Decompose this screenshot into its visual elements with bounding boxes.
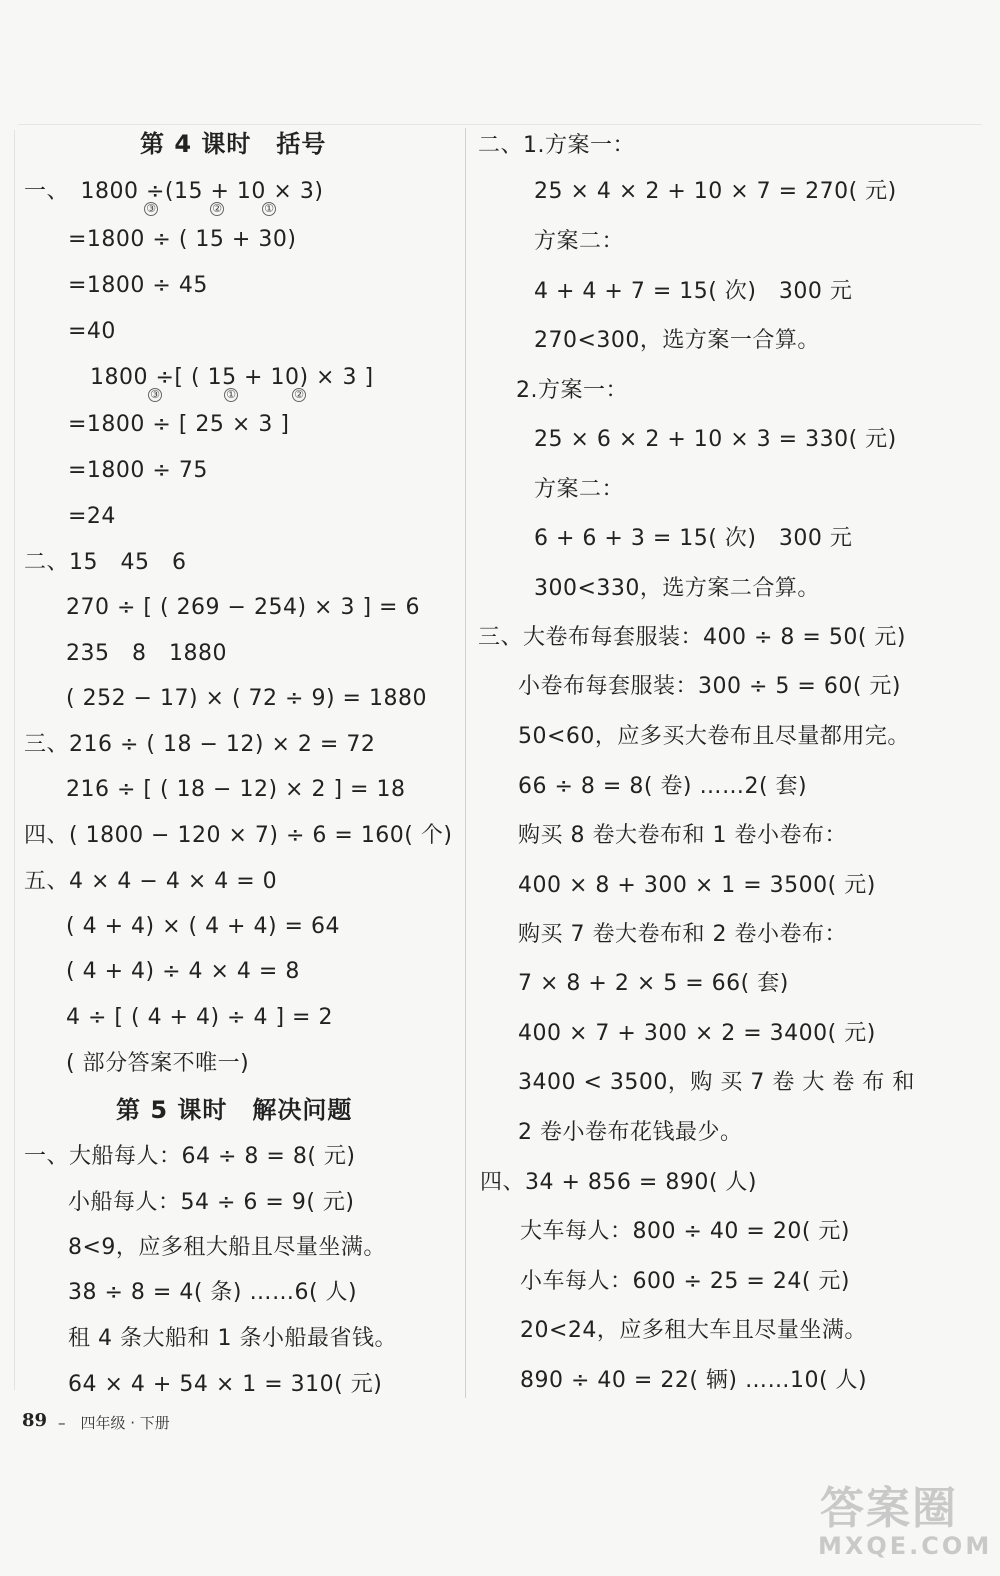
p1-expression: 一、 1800 ÷(15 + 10 × 3): [24, 179, 324, 204]
p1-step: =1800 ÷ 45: [68, 273, 208, 298]
order-mark: ①: [262, 202, 276, 216]
order-mark: ②: [292, 388, 306, 402]
p5-line: ( 4 + 4) ÷ 4 × 4 = 8: [66, 959, 300, 984]
r-line: 4 + 4 + 7 = 15( 次) 300 元: [534, 279, 853, 304]
q1-line: 38 ÷ 8 = 4( 条) ……6( 人): [68, 1280, 358, 1305]
r-line: 300<330，选方案二合算。: [534, 576, 820, 601]
watermark-logo: 答案圈: [820, 1483, 958, 1534]
r-line: 3400 < 3500，购 买 7 卷 大 卷 布 和: [518, 1070, 915, 1095]
grade-label: – 四年级 · 下册: [58, 1414, 170, 1432]
column-divider: [465, 128, 466, 1398]
p5-line: ( 4 + 4) × ( 4 + 4) = 64: [66, 914, 340, 939]
r-line: 270<300，选方案一合算。: [534, 328, 820, 353]
p2-head: 二、15 45 6: [24, 550, 187, 575]
r-line: 2 卷小卷布花钱最少。: [518, 1120, 743, 1145]
r-line: 20<24，应多租大车且尽量坐满。: [520, 1318, 867, 1343]
r-line: 四、34 + 856 = 890( 人): [480, 1170, 757, 1195]
p1-step: =24: [68, 504, 116, 529]
r-line: 购买 8 卷大卷布和 1 卷小卷布：: [518, 823, 847, 848]
r-line: 小卷布每套服装：300 ÷ 5 = 60( 元): [518, 674, 901, 699]
r-line: 25 × 6 × 2 + 10 × 3 = 330( 元): [534, 427, 897, 452]
p1-step: =1800 ÷ [ 25 × 3 ]: [68, 412, 290, 437]
r-line: 方案二：: [534, 477, 625, 502]
r-line: 2.方案一：: [516, 378, 628, 403]
r-line: 7 × 8 + 2 × 5 = 66( 套): [518, 971, 789, 996]
p2-line: 270 ÷ [ ( 269 − 254) × 3 ] = 6: [66, 595, 420, 620]
p5-line: 4 ÷ [ ( 4 + 4) ÷ 4 ] = 2: [66, 1005, 333, 1030]
order-mark: ③: [148, 388, 162, 402]
p1-step: =1800 ÷ ( 15 + 30): [68, 227, 297, 252]
lesson5-title: 第 5 课时 解决问题: [116, 1096, 353, 1124]
p2-line: 235 8 1880: [66, 641, 227, 666]
r-line: 大车每人：800 ÷ 40 = 20( 元): [520, 1219, 850, 1244]
r-line: 25 × 4 × 2 + 10 × 7 = 270( 元): [534, 179, 897, 204]
q1-line: 8<9，应多租大船且尽量坐满。: [68, 1235, 386, 1260]
r-line: 400 × 7 + 300 × 2 = 3400( 元): [518, 1021, 876, 1046]
r-line: 三、大卷布每套服装：400 ÷ 8 = 50( 元): [478, 625, 906, 650]
order-mark: ③: [144, 202, 158, 216]
r-line: 6 + 6 + 3 = 15( 次) 300 元: [534, 526, 853, 551]
p1-step: =40: [68, 319, 116, 344]
r-line: 50<60，应多买大卷布且尽量都用完。: [518, 724, 910, 749]
p3-line: 三、216 ÷ ( 18 − 12) × 2 = 72: [24, 732, 376, 757]
p5-note: ( 部分答案不唯一): [66, 1051, 250, 1076]
r-line: 小车每人：600 ÷ 25 = 24( 元): [520, 1269, 850, 1294]
p5-line: 五、4 × 4 − 4 × 4 = 0: [24, 869, 278, 894]
r-line: 二、1.方案一：: [478, 133, 635, 158]
r-line: 400 × 8 + 300 × 1 = 3500( 元): [518, 873, 876, 898]
p2-line: ( 252 − 17) × ( 72 ÷ 9) = 1880: [66, 686, 427, 711]
top-rule: [18, 124, 982, 125]
page-number: 89: [22, 1410, 48, 1431]
p3-line: 216 ÷ [ ( 18 − 12) × 2 ] = 18: [66, 777, 406, 802]
r-line: 890 ÷ 40 = 22( 辆) ……10( 人): [520, 1368, 868, 1393]
q1-line: 一、大船每人：64 ÷ 8 = 8( 元): [24, 1144, 356, 1169]
left-edge-line: [14, 130, 15, 1390]
r-line: 方案二：: [534, 229, 625, 254]
p1-expression-2: 1800 ÷[ ( 15 + 10) × 3 ]: [90, 365, 374, 390]
p4-line: 四、( 1800 − 120 × 7) ÷ 6 = 160( 个): [24, 823, 453, 848]
lesson4-title: 第 4 课时 括号: [140, 130, 327, 158]
q1-line: 小船每人：54 ÷ 6 = 9( 元): [68, 1190, 355, 1215]
order-mark: ①: [224, 388, 238, 402]
p1-step: =1800 ÷ 75: [68, 458, 208, 483]
watermark-url: MXQE.COM: [818, 1532, 993, 1560]
r-line: 66 ÷ 8 = 8( 卷) ……2( 套): [518, 774, 808, 799]
order-mark: ②: [210, 202, 224, 216]
q1-line: 租 4 条大船和 1 条小船最省钱。: [68, 1326, 397, 1351]
q1-line: 64 × 4 + 54 × 1 = 310( 元): [68, 1372, 383, 1397]
r-line: 购买 7 卷大卷布和 2 卷小卷布：: [518, 922, 847, 947]
